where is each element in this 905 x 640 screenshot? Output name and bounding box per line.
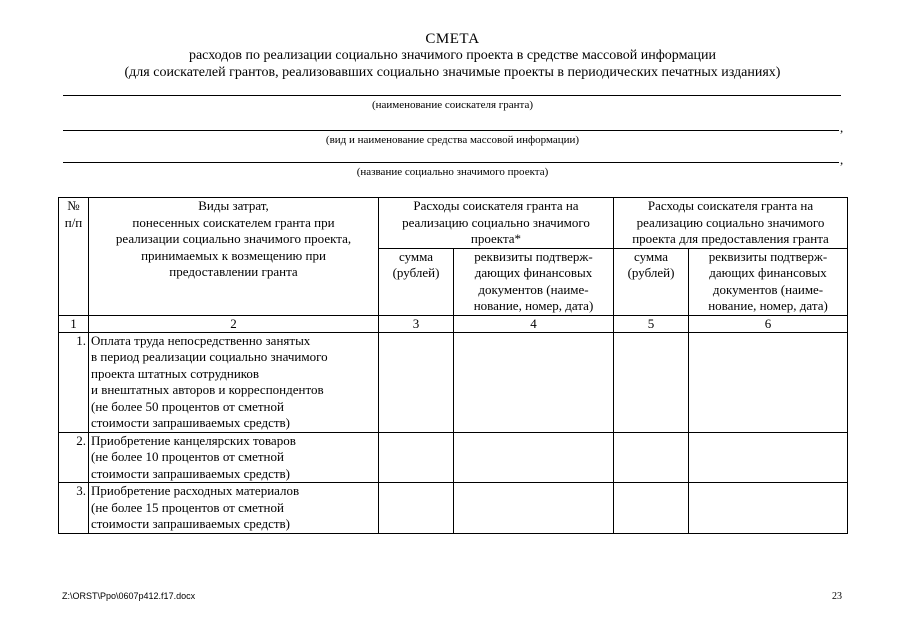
column-number: 3 bbox=[379, 315, 454, 332]
row-description bbox=[89, 432, 379, 483]
header-group1-line: Расходы соискателя гранта на bbox=[413, 198, 579, 213]
header-expense-types-line: принимаемых к возмещению при bbox=[141, 247, 326, 263]
cell-requisites-applicant[interactable] bbox=[454, 432, 614, 483]
table-row bbox=[59, 432, 848, 483]
row-description-line: проекта штатных сотрудников bbox=[91, 365, 260, 381]
row-description-line: стоимости запрашиваемых средств) bbox=[91, 516, 290, 531]
subheader-requisites-2 bbox=[689, 248, 848, 315]
table-row bbox=[59, 332, 848, 432]
header-expense-types-line: Виды затрат, bbox=[198, 198, 269, 213]
cell-sum-grant[interactable] bbox=[614, 432, 689, 483]
project-blank-line bbox=[63, 162, 839, 163]
header-group1-line: проекта* bbox=[470, 231, 522, 246]
row-description bbox=[89, 483, 379, 534]
row-description-line: стоимости запрашиваемых средств) bbox=[91, 415, 290, 430]
document-subtitle-note: (для соискателей грантов, реализовавших социально значимые проекты в периодических печатных изданиях) bbox=[124, 65, 781, 80]
header-applicant-expenses bbox=[379, 198, 614, 249]
row-description-line: стоимости запрашиваемых средств) bbox=[91, 465, 290, 481]
subheader-sum-line: сумма bbox=[398, 248, 434, 264]
cell-sum-applicant[interactable] bbox=[379, 432, 454, 483]
row-description-line: Приобретение канцелярских товаров bbox=[91, 432, 296, 448]
cell-requisites-grant[interactable] bbox=[689, 432, 848, 483]
row-description-line: (не более 50 процентов от сметной bbox=[91, 398, 284, 414]
applicant-caption: (наименование соискателя гранта) bbox=[371, 99, 534, 111]
subheader-sum-line: (рублей) bbox=[392, 265, 440, 280]
cell-sum-grant[interactable] bbox=[614, 483, 689, 534]
media-caption: (вид и наименование средства массовой информации) bbox=[325, 134, 580, 146]
header-grant-expenses bbox=[614, 198, 848, 249]
cell-requisites-applicant[interactable] bbox=[454, 483, 614, 534]
subheader-requisites-line: реквизиты подтверж- bbox=[474, 248, 593, 264]
cell-requisites-grant[interactable] bbox=[689, 483, 848, 534]
row-description-line: (не более 10 процентов от сметной bbox=[91, 449, 284, 464]
document-subtitle: расходов по реализации социально значимого проекта в средстве массовой информации bbox=[188, 48, 717, 63]
subheader-requisites-line: дающих финансовых bbox=[709, 265, 827, 280]
header-group1-line: реализацию социально значимого bbox=[402, 214, 590, 230]
column-number: 2 bbox=[89, 315, 379, 332]
header-group2-line: проекта для предоставления гранта bbox=[632, 231, 829, 246]
column-number: 1 bbox=[59, 315, 89, 332]
subheader-sum-2 bbox=[614, 248, 689, 315]
cell-sum-applicant[interactable] bbox=[379, 483, 454, 534]
row-description-line: Приобретение расходных материалов bbox=[91, 483, 300, 498]
row-description bbox=[89, 332, 379, 432]
subheader-sum-line: (рублей) bbox=[627, 265, 675, 280]
header-expense-types bbox=[89, 198, 379, 316]
cell-sum-applicant[interactable] bbox=[379, 332, 454, 432]
subheader-requisites-line: документов (наиме- bbox=[712, 281, 824, 297]
project-line-comma: , bbox=[840, 152, 844, 167]
cell-sum-grant[interactable] bbox=[614, 332, 689, 432]
header-group2-line: Расходы соискателя гранта на bbox=[647, 198, 814, 213]
row-index: 1. bbox=[59, 332, 89, 432]
document-title: СМЕТА bbox=[425, 31, 480, 47]
header-expense-types-line: предоставлении гранта bbox=[169, 264, 298, 279]
subheader-sum-1 bbox=[379, 248, 454, 315]
header-number bbox=[59, 198, 89, 316]
subheader-requisites-line: документов (наиме- bbox=[478, 281, 589, 297]
footer-file-path: Z:\ORST\Ppo\0607p412.f17.docx bbox=[62, 591, 196, 601]
subheader-requisites-line: реквизиты подтверж- bbox=[708, 248, 828, 264]
header-group2-line: реализацию социально значимого bbox=[636, 214, 825, 230]
media-blank-line bbox=[63, 130, 839, 131]
subheader-requisites-line: дающих финансовых bbox=[474, 265, 593, 280]
subheader-sum-line: сумма bbox=[633, 248, 669, 264]
footer-page-number: 23 bbox=[832, 591, 842, 602]
project-caption: (название социально значимого проекта) bbox=[356, 166, 549, 178]
header-number-line: № bbox=[67, 198, 80, 213]
column-number: 6 bbox=[689, 315, 848, 332]
row-index: 2. bbox=[59, 432, 89, 483]
table-row bbox=[59, 483, 848, 534]
column-number: 4 bbox=[454, 315, 614, 332]
subheader-requisites-line: нование, номер, дата) bbox=[708, 298, 828, 313]
row-description-line: в период реализации социально значимого bbox=[91, 349, 328, 364]
row-description-line: (не более 15 процентов от сметной bbox=[91, 499, 284, 515]
column-number-row bbox=[59, 315, 848, 332]
header-number-line: п/п bbox=[64, 214, 83, 230]
subheader-requisites-line: нование, номер, дата) bbox=[473, 298, 594, 313]
media-line-comma: , bbox=[840, 120, 844, 135]
cell-requisites-grant[interactable] bbox=[689, 332, 848, 432]
subheader-requisites-1 bbox=[454, 248, 614, 315]
row-description-line: Оплата труда непосредственно занятых bbox=[91, 332, 311, 348]
header-expense-types-line: понесенных соискателем гранта при bbox=[132, 214, 335, 230]
header-row bbox=[59, 198, 848, 249]
header-expense-types-line: реализации социально значимого проекта, bbox=[115, 231, 352, 246]
row-description-line: и внештатных авторов и корреспондентов bbox=[91, 382, 324, 397]
column-number: 5 bbox=[614, 315, 689, 332]
cell-requisites-applicant[interactable] bbox=[454, 332, 614, 432]
expense-table bbox=[58, 197, 848, 534]
applicant-blank-line bbox=[63, 95, 841, 96]
row-index: 3. bbox=[59, 483, 89, 534]
